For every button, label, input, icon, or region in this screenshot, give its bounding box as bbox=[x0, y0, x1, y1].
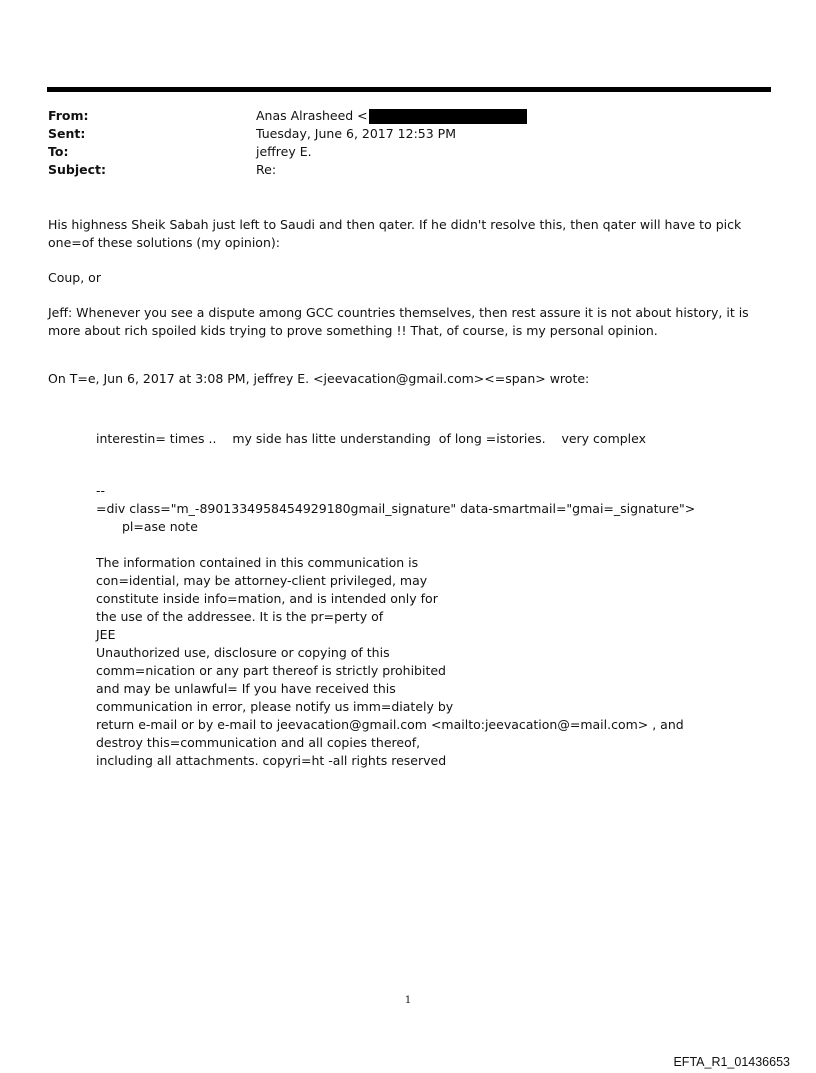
redaction-box bbox=[369, 109, 527, 124]
sent-row bbox=[48, 125, 768, 143]
confidentiality-line: constitute inside info=mation, and is intended only for bbox=[96, 591, 438, 606]
confidentiality-line: communication in error, please notify us imm=diately by bbox=[96, 699, 454, 714]
subject-label: Subject: bbox=[48, 162, 106, 177]
confidentiality-line: and may be unlawful= If you have received this bbox=[96, 681, 396, 696]
signature-note: pl=ase note bbox=[122, 519, 198, 534]
from-row bbox=[48, 107, 768, 125]
confidentiality-line: comm=nication or any part thereof is strictly prohibited bbox=[96, 663, 446, 678]
confidentiality-line: the use of the addressee. It is the pr=perty of bbox=[96, 609, 384, 624]
from-value bbox=[256, 107, 527, 125]
confidentiality-line: Unauthorized use, disclosure or copying of this bbox=[96, 645, 390, 660]
from-label: From: bbox=[48, 108, 89, 123]
quoted-message bbox=[96, 430, 736, 770]
subject-value: Re: bbox=[256, 162, 277, 177]
quote-intro: On T=e, Jun 6, 2017 at 3:08 PM, jeffrey E. <jeevacation@gmail.com><=span> wrote: bbox=[48, 371, 590, 386]
to-value: jeffrey E. bbox=[256, 144, 312, 159]
document-id: EFTA_R1_01436653 bbox=[673, 1055, 790, 1069]
email-body bbox=[48, 216, 758, 388]
quoted-line: interestin= times .. my side has litte understanding of long =istories. very complex bbox=[96, 431, 647, 446]
page-number: 1 bbox=[404, 995, 412, 1006]
confidentiality-line: JEE bbox=[96, 627, 116, 642]
sent-value: Tuesday, June 6, 2017 12:53 PM bbox=[256, 126, 456, 141]
confidentiality-line: destroy this=communication and all copies thereof, bbox=[96, 735, 421, 750]
sent-label: Sent: bbox=[48, 126, 86, 141]
body-paragraph: His highness Sheik Sabah just left to Saudi and then qater. If he didn't resolve this, then qater will have to pick one=of these solutions (my opinion): bbox=[48, 217, 742, 250]
signature-div: =div class="m_-8901334958454929180gmail_signature" data-smartmail="gmai=_signature"> bbox=[96, 501, 696, 516]
email-header bbox=[48, 107, 768, 179]
confidentiality-line: return e-mail or by e-mail to jeevacation@gmail.com <mailto:jeevacation@=mail.com> , and bbox=[96, 717, 684, 732]
from-name: Anas Alrasheed < bbox=[256, 108, 368, 123]
confidentiality-line: The information contained in this communication is bbox=[96, 555, 419, 570]
subject-row bbox=[48, 161, 768, 179]
confidentiality-line: con=idential, may be attorney-client privileged, may bbox=[96, 573, 428, 588]
body-paragraph: Jeff: Whenever you see a dispute among GCC countries themselves, then rest assure it is not about history, it is more about rich spoiled kids trying to prove something !! That, of course, is my personal opinion. bbox=[48, 305, 749, 338]
signature-dashes: -- bbox=[96, 483, 106, 498]
confidentiality-notice bbox=[96, 554, 736, 770]
confidentiality-line: including all attachments. copyri=ht -all rights reserved bbox=[96, 753, 447, 768]
to-label: To: bbox=[48, 144, 69, 159]
to-row bbox=[48, 143, 768, 161]
header-rule bbox=[47, 87, 771, 92]
body-paragraph: Coup, or bbox=[48, 270, 101, 285]
